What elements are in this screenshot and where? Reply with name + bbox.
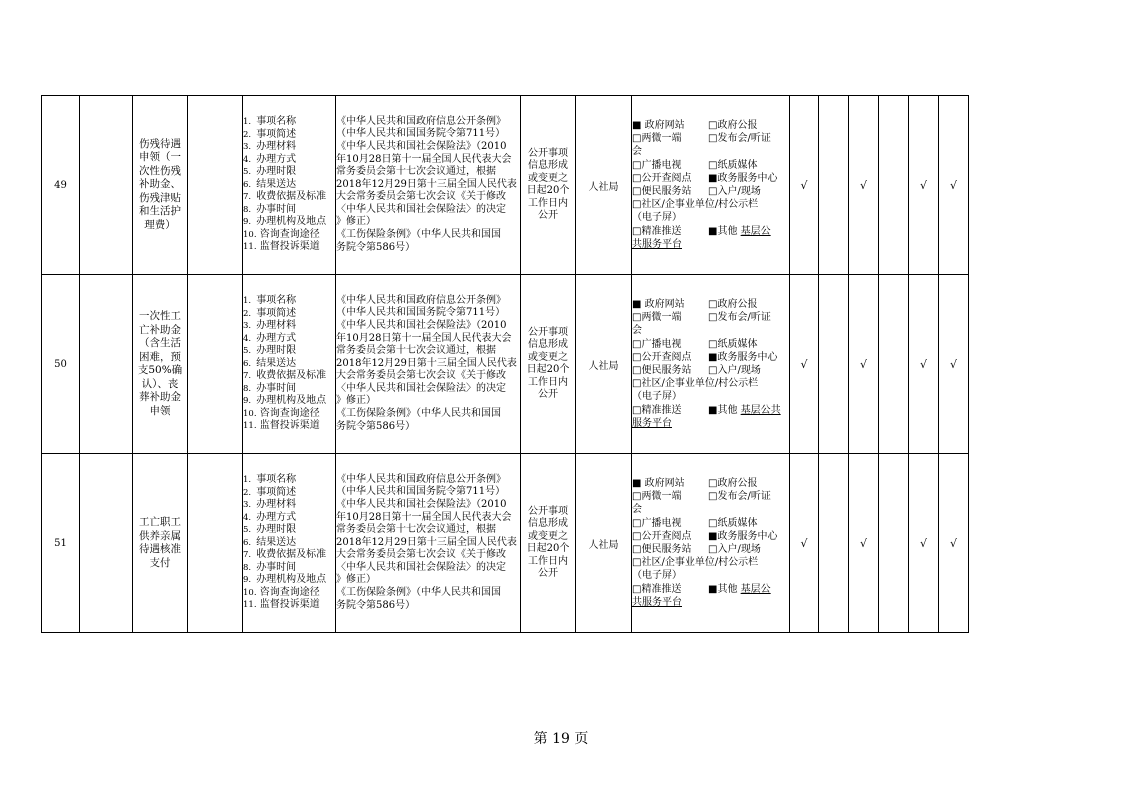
basis-line: 年10月28日第十一届全国人民代表大会 [336, 511, 512, 523]
empty-cell [188, 96, 243, 275]
basis-line: 《工伤保险条例》（中华人民共和国国 [336, 408, 501, 420]
item-text: 办事时间 [256, 382, 297, 394]
basis-line: 大会常务委员会第七次会议《关于修改 [336, 370, 506, 382]
list-item [243, 587, 335, 600]
list-item [243, 116, 335, 129]
item-text: 咨询查询途径 [259, 228, 320, 240]
item-name-line: 申领 [149, 404, 171, 417]
item-number: 2. [243, 308, 252, 319]
item-number: 11. [243, 600, 257, 611]
item-number: 1. [243, 475, 252, 486]
item-text: 事项名称 [256, 116, 297, 128]
check-cell: √ [909, 96, 939, 275]
item-text: 结果送达 [256, 178, 297, 190]
item-number: 10. [243, 408, 257, 419]
basis-line: 》修正） [336, 395, 376, 407]
list-item [243, 204, 335, 217]
content-list [243, 454, 336, 633]
basis-line: （中华人民共和国国务院令第711号） [336, 307, 506, 319]
list-item [243, 524, 335, 537]
footer-prefix: 第 [533, 731, 548, 747]
channel-push: □精准推送 [632, 225, 682, 237]
disclosure-time-line: 日起20个 [526, 543, 570, 554]
basis-line: 2018年12月29日第十三届全国人民代表 [336, 357, 517, 369]
disclosure-time-line: 工作日内 [528, 197, 568, 209]
basis-line: （中华人民共和国国务院令第711号） [336, 486, 506, 498]
department: 人社局 [576, 275, 632, 454]
disclosure-time-line: 公开 [538, 210, 558, 221]
list-item [243, 512, 335, 525]
list-item [243, 474, 335, 487]
channel-query-point: □公开查阅点 [632, 530, 692, 542]
basis-line: 《中华人民共和国社会保险法》（2010 [336, 140, 507, 152]
check-cell [819, 96, 849, 275]
list-item [243, 129, 335, 142]
channel-paper: □纸质媒体 [708, 517, 758, 529]
item-text: 结果送达 [256, 536, 297, 548]
item-text: 办事时间 [256, 561, 297, 573]
legal-basis [336, 96, 521, 275]
list-item [243, 216, 335, 229]
channel-door: □入户/现场 [708, 544, 761, 555]
item-text: 办理时限 [256, 166, 297, 178]
disclosure-time-line: 工作日内 [528, 555, 568, 567]
empty-cell [80, 275, 133, 454]
channel-platform: 基层公共 [740, 404, 781, 416]
basis-line: 《中华人民共和国社会保险法》（2010 [336, 319, 507, 331]
item-name-line: 工亡职工 [139, 516, 181, 528]
list-item [243, 345, 335, 358]
channel-community: □社区/企事业单位/村公示栏 [632, 378, 759, 390]
item-text: 办理机构及地点 [256, 395, 327, 407]
item-text: 办理方式 [256, 511, 297, 523]
channel-convenience: □便民服务站 [632, 365, 692, 376]
channel-query-point: □公开查阅点 [632, 351, 692, 363]
item-number: 10. [243, 587, 257, 598]
item-text: 办理机构及地点 [256, 574, 327, 586]
channel-broadcast: □广播电视 [632, 338, 682, 350]
item-number: 7. [243, 371, 252, 382]
check-cell [819, 275, 849, 454]
channel-press-cont: 会 [632, 504, 642, 516]
basis-line: 《工伤保险条例》（中华人民共和国国 [336, 587, 501, 599]
list-item [243, 320, 335, 333]
channel-platform-cont: 共服务平台 [632, 596, 682, 608]
list-item [243, 308, 335, 321]
list-item [243, 154, 335, 167]
item-number: 2. [243, 487, 252, 498]
empty-cell [188, 454, 243, 633]
department: 人社局 [576, 96, 632, 275]
basis-line: 〈中华人民共和国社会保险法〉的决定 [336, 203, 506, 215]
disclosure-time-line: 日起20个 [526, 364, 570, 375]
item-name-line: 认）、丧 [141, 377, 179, 390]
basis-line: 务院令第586号） [336, 420, 416, 432]
channel-broadcast: □广播电视 [632, 517, 682, 529]
item-number: 8. [243, 562, 252, 573]
item-text: 办理材料 [256, 499, 297, 511]
row-number: 51 [42, 454, 80, 633]
content-list [243, 96, 336, 275]
channel-door: □入户/现场 [708, 186, 761, 197]
item-text: 监督投诉渠道 [259, 599, 320, 611]
disclosure-channels [632, 275, 790, 454]
channel-service-center: ■政务服务中心 [708, 351, 778, 363]
basis-line: 2018年12月29日第十三届全国人民代表 [336, 536, 517, 548]
page-number: 19 [552, 731, 570, 747]
channel-two-micro: □两微一端 [632, 491, 682, 503]
list-item [243, 420, 335, 433]
disclosure-time-line: 公开 [538, 389, 558, 400]
basis-line: 大会常务委员会第七次会议《关于修改 [336, 191, 506, 203]
list-item [243, 166, 335, 179]
check-cell: √ [939, 454, 969, 633]
footer-suffix: 页 [574, 731, 589, 747]
item-text: 收费依据及标准 [256, 549, 327, 561]
item-number: 2. [243, 129, 252, 140]
item-text: 事项简述 [256, 307, 297, 319]
channel-convenience: □便民服务站 [632, 544, 692, 555]
item-text: 咨询查询途径 [259, 586, 320, 598]
item-number: 5. [243, 525, 252, 536]
basis-line: 〈中华人民共和国社会保险法〉的决定 [336, 382, 506, 394]
disclosure-time [521, 96, 576, 275]
item-name-line: 支50%确 [137, 364, 183, 376]
basis-line: 大会常务委员会第七次会议《关于修改 [336, 549, 506, 561]
item-number: 1. [243, 296, 252, 307]
item-name-line: 和生活护 [139, 205, 181, 218]
item-name-line: 伤残津贴 [139, 191, 181, 204]
item-number: 5. [243, 346, 252, 357]
row-number: 50 [42, 275, 80, 454]
channel-press: □发布会/听证 [708, 491, 771, 503]
table-row [42, 275, 969, 454]
content-list [243, 275, 336, 454]
item-number: 7. [243, 192, 252, 203]
page-footer [0, 728, 1122, 748]
list-item [243, 499, 335, 512]
item-name-line: 理费） [144, 218, 176, 231]
check-cell: √ [909, 275, 939, 454]
channel-two-micro: □两微一端 [632, 133, 682, 145]
item-number: 4. [243, 333, 252, 344]
channel-convenience: □便民服务站 [632, 186, 692, 197]
check-cell: √ [909, 454, 939, 633]
list-item [243, 537, 335, 550]
disclosure-time-line: 工作日内 [528, 376, 568, 388]
item-name-line: 次性伤残 [139, 164, 181, 177]
item-text: 事项简述 [256, 486, 297, 498]
channel-two-micro: □两微一端 [632, 312, 682, 324]
channel-community: □社区/企事业单位/村公示栏 [632, 199, 759, 211]
item-number: 8. [243, 204, 252, 215]
item-text: 监督投诉渠道 [259, 420, 320, 432]
item-name-line: 亡补助金 [139, 323, 181, 336]
item-name-line: 待遇核准 [139, 543, 181, 555]
list-item [243, 179, 335, 192]
basis-line: 《工伤保险条例》（中华人民共和国国 [336, 229, 501, 241]
basis-line: 年10月28日第十一届全国人民代表大会 [336, 332, 512, 344]
legal-basis [336, 275, 521, 454]
item-number: 10. [243, 229, 257, 240]
list-item [243, 574, 335, 587]
item-text: 结果送达 [256, 357, 297, 369]
channel-paper: □纸质媒体 [708, 338, 758, 350]
item-name-line: 补助金、 [139, 178, 181, 191]
item-text: 办理时限 [256, 345, 297, 357]
item-number: 3. [243, 142, 252, 153]
disclosure-time-line: 信息形成 [528, 160, 568, 171]
channel-community: □社区/企事业单位/村公示栏 [632, 557, 759, 569]
item-text: 事项名称 [256, 474, 297, 486]
item-number: 1. [243, 117, 252, 128]
basis-line: 常务委员会第十七次会议通过，根据 [336, 166, 496, 178]
basis-line: 常务委员会第十七次会议通过，根据 [336, 345, 496, 357]
item-name-line: 申领（一 [139, 151, 181, 164]
channel-gov-site: ■ 政府网站 [632, 477, 685, 489]
channel-broadcast: □广播电视 [632, 159, 682, 171]
channel-press: □发布会/听证 [708, 312, 771, 324]
basis-line: 《中华人民共和国政府信息公开条例》 [336, 473, 506, 485]
item-text: 收费依据及标准 [256, 370, 327, 382]
channel-service-center: ■政务服务中心 [708, 530, 778, 542]
check-cell: √ [849, 96, 879, 275]
item-text: 收费依据及标准 [256, 191, 327, 203]
check-cell: √ [790, 454, 819, 633]
check-cell: √ [939, 275, 969, 454]
disclosure-channels [632, 96, 790, 275]
item-number: 3. [243, 500, 252, 511]
item-number: 11. [243, 242, 257, 253]
disclosure-time-line: 信息形成 [528, 339, 568, 350]
row-number: 49 [42, 96, 80, 275]
list-item [243, 383, 335, 396]
item-number: 5. [243, 167, 252, 178]
channel-screen: （电子屏） [632, 570, 682, 582]
list-item [243, 562, 335, 575]
channel-gov-site: ■ 政府网站 [632, 298, 685, 310]
disclosure-time-line: 或变更之 [528, 351, 568, 363]
item-text: 办理材料 [256, 320, 297, 332]
basis-line: 年10月28日第十一届全国人民代表大会 [336, 153, 512, 165]
channel-press-cont: 会 [632, 146, 642, 158]
channel-gazette: □政府公报 [708, 298, 758, 310]
basis-line: 《中华人民共和国社会保险法》（2010 [336, 498, 507, 510]
item-number: 11. [243, 421, 257, 432]
item-number: 7. [243, 550, 252, 561]
channel-press-cont: 会 [632, 325, 642, 337]
empty-cell [80, 454, 133, 633]
item-number: 6. [243, 358, 252, 369]
disclosure-time-line: 公开事项 [528, 326, 568, 338]
table-body [42, 96, 969, 633]
item-number: 4. [243, 512, 252, 523]
item-number: 8. [243, 383, 252, 394]
disclosure-time [521, 454, 576, 633]
item-text: 办理方式 [256, 153, 297, 165]
item-name-line: 葬补助金 [139, 391, 181, 403]
basis-line: 〈中华人民共和国社会保险法〉的决定 [336, 561, 506, 573]
basis-line: 《中华人民共和国政府信息公开条例》 [336, 115, 506, 127]
check-cell: √ [849, 275, 879, 454]
list-item [243, 408, 335, 421]
list-item [243, 295, 335, 308]
disclosure-time-line: 公开事项 [528, 147, 568, 159]
list-item [243, 599, 335, 612]
table-row [42, 454, 969, 633]
channel-other: ■其他 [708, 404, 738, 416]
item-number: 6. [243, 179, 252, 190]
item-name-line: 困难，预 [139, 350, 181, 363]
disclosure-table [41, 95, 969, 633]
check-cell [879, 275, 909, 454]
channel-other: ■其他 [708, 583, 738, 595]
item-name [133, 96, 188, 275]
channel-gov-site: ■ 政府网站 [632, 119, 685, 131]
list-item [243, 358, 335, 371]
basis-line: 》修正） [336, 216, 376, 228]
check-cell: √ [790, 275, 819, 454]
list-item [243, 241, 335, 254]
disclosure-channels [632, 454, 790, 633]
empty-cell [80, 96, 133, 275]
list-item [243, 333, 335, 346]
channel-paper: □纸质媒体 [708, 159, 758, 171]
channel-push: □精准推送 [632, 583, 682, 595]
check-cell: √ [849, 454, 879, 633]
basis-line: 务院令第586号） [336, 599, 416, 611]
item-number: 9. [243, 396, 252, 407]
disclosure-time-line: 或变更之 [528, 530, 568, 542]
disclosure-time [521, 275, 576, 454]
basis-line: 2018年12月29日第十三届全国人民代表 [336, 178, 517, 190]
item-text: 事项名称 [256, 295, 297, 307]
channel-screen: （电子屏） [632, 391, 682, 403]
list-item [243, 395, 335, 408]
item-text: 事项简述 [256, 128, 297, 140]
channel-service-center: ■政务服务中心 [708, 172, 778, 184]
channel-gazette: □政府公报 [708, 119, 758, 131]
item-name-line: （含生活 [139, 337, 181, 349]
disclosure-time-line: 或变更之 [528, 172, 568, 184]
channel-platform-cont: 服务平台 [632, 417, 672, 429]
list-item [243, 191, 335, 204]
channel-query-point: □公开查阅点 [632, 172, 692, 184]
channel-platform-cont: 共服务平台 [632, 238, 682, 250]
empty-cell [188, 275, 243, 454]
list-item [243, 487, 335, 500]
check-cell: √ [790, 96, 819, 275]
list-item [243, 549, 335, 562]
check-cell: √ [939, 96, 969, 275]
channel-screen: （电子屏） [632, 212, 682, 224]
basis-line: 务院令第586号） [336, 241, 416, 253]
basis-line: 常务委员会第十七次会议通过，根据 [336, 524, 496, 536]
channel-press: □发布会/听证 [708, 133, 771, 145]
item-number: 9. [243, 575, 252, 586]
item-text: 办理机构及地点 [256, 216, 327, 228]
item-number: 6. [243, 537, 252, 548]
disclosure-time-line: 公开 [538, 568, 558, 579]
item-text: 办理时限 [256, 524, 297, 536]
check-cell [879, 454, 909, 633]
item-text: 办理方式 [256, 332, 297, 344]
item-name-line: 伤残待遇 [139, 137, 181, 150]
disclosure-time-line: 公开事项 [528, 505, 568, 517]
item-number: 3. [243, 321, 252, 332]
department: 人社局 [576, 454, 632, 633]
item-text: 办理材料 [256, 141, 297, 153]
disclosure-time-line: 信息形成 [528, 518, 568, 529]
basis-line: 《中华人民共和国政府信息公开条例》 [336, 294, 506, 306]
channel-platform: 基层公 [740, 225, 771, 237]
item-name-line: 一次性工 [139, 310, 181, 322]
item-name [133, 454, 188, 633]
legal-basis [336, 454, 521, 633]
channel-other: ■其他 [708, 225, 738, 237]
list-item [243, 370, 335, 383]
disclosure-time-line: 日起20个 [526, 185, 570, 196]
item-name-line: 供养亲属 [139, 529, 181, 542]
item-number: 4. [243, 154, 252, 165]
channel-push: □精准推送 [632, 404, 682, 416]
list-item [243, 141, 335, 154]
channel-gazette: □政府公报 [708, 477, 758, 489]
item-name [133, 275, 188, 454]
list-item [243, 229, 335, 242]
channel-door: □入户/现场 [708, 365, 761, 376]
check-cell [819, 454, 849, 633]
item-number: 9. [243, 217, 252, 228]
item-text: 监督投诉渠道 [259, 241, 320, 253]
item-text: 办事时间 [256, 203, 297, 215]
basis-line: 》修正） [336, 574, 376, 586]
table-row [42, 96, 969, 275]
basis-line: （中华人民共和国国务院令第711号） [336, 128, 506, 140]
channel-platform: 基层公 [740, 583, 771, 595]
item-name-line: 支付 [149, 556, 171, 569]
check-cell [879, 96, 909, 275]
item-text: 咨询查询途径 [259, 407, 320, 419]
